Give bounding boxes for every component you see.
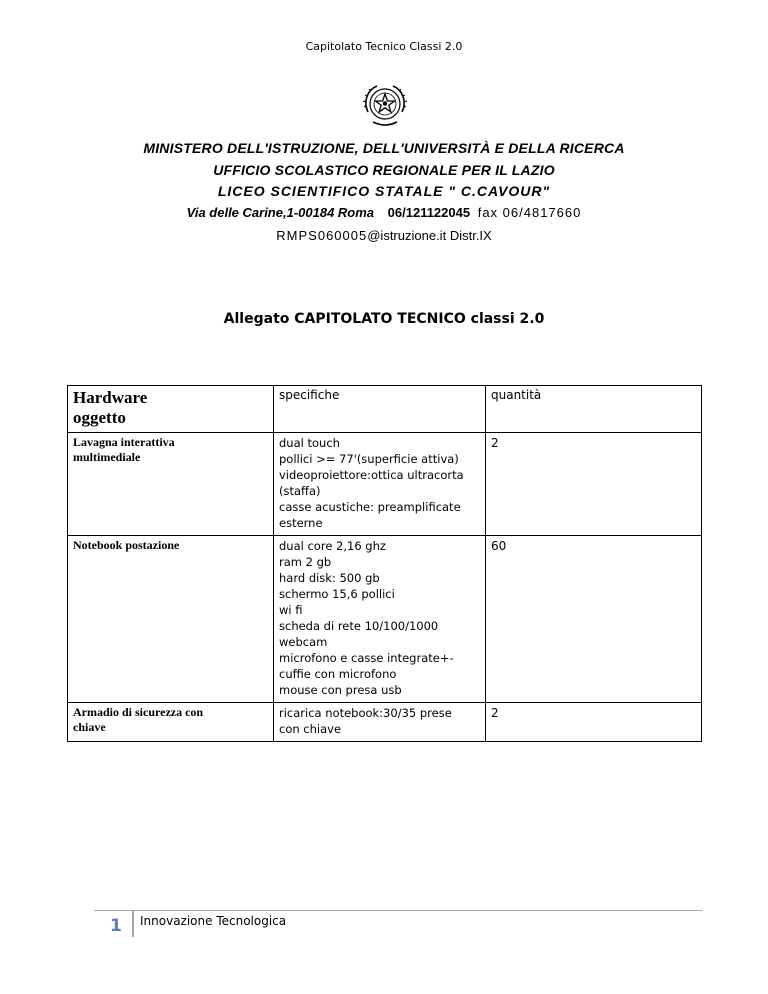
italian-republic-emblem-icon (359, 80, 411, 132)
school-fax: fax 06/4817660 (477, 205, 582, 220)
item-name-line: Armadio di sicurezza con (73, 705, 204, 719)
school-phone: 06/121122045 (387, 205, 471, 220)
spec-line: webcam (279, 635, 328, 649)
table-section-cell (68, 386, 274, 433)
item-quantity: 2 (486, 703, 702, 742)
spec-line: videoproiettore:ottica ultracorta (279, 468, 464, 482)
school-address: Via delle Carine,1-00184 Roma (186, 205, 375, 220)
footer-divider (94, 910, 702, 911)
item-quantity: 2 (486, 433, 702, 536)
item-name-line: chiave (73, 720, 106, 734)
table-row (68, 536, 702, 703)
footer-vertical-divider (132, 911, 134, 937)
item-specs-cell (274, 536, 486, 703)
item-name-line: Notebook postazione (73, 538, 180, 552)
spec-line: wi fi (279, 603, 303, 617)
column-header-specs: specifiche (274, 386, 486, 433)
spec-line: dual touch (279, 436, 340, 450)
spec-line: pollici >= 77'(superficie attiva) (279, 452, 459, 466)
spec-line: schermo 15,6 pollici (279, 587, 395, 601)
contact-line (0, 205, 768, 220)
ministry-name: MINISTERO DELL'ISTRUZIONE, DELL'UNIVERSITÀ E DELLA RICERCA (143, 140, 625, 156)
document-title: Allegato CAPITOLATO TECNICO classi 2.0 (223, 311, 545, 327)
column-header-object: oggetto (73, 408, 126, 427)
regional-office-name: UFFICIO SCOLASTICO REGIONALE PER IL LAZIO (213, 162, 555, 178)
spec-line: casse acustiche: preamplificate (279, 500, 461, 514)
table-section-title: Hardware (73, 388, 148, 407)
running-header: Capitolato Tecnico Classi 2.0 (305, 40, 463, 53)
spec-line: hard disk: 500 gb (279, 571, 380, 585)
table-title-row (68, 386, 702, 433)
spec-line: mouse con presa usb (279, 683, 402, 697)
spec-line: ricarica notebook:30/35 prese (279, 706, 452, 720)
spec-line: scheda di rete 10/100/1000 (279, 619, 439, 633)
email-code: RMPS060005 (276, 228, 368, 243)
school-name: LICEO SCIENTIFICO STATALE " C.CAVOUR" (217, 183, 551, 199)
item-specs-cell (274, 703, 486, 742)
spec-line: (staffa) (279, 484, 321, 498)
page-number: 1 (110, 916, 122, 936)
item-specs-cell (274, 433, 486, 536)
spec-line: con chiave (279, 722, 342, 736)
spec-line: cuffie con microfono (279, 667, 397, 681)
spec-line: ram 2 gb (279, 555, 332, 569)
school-district: Distr.IX (449, 228, 492, 243)
item-quantity: 60 (486, 536, 702, 703)
email-domain: @istruzione.it (367, 228, 447, 243)
spec-line: microfono e casse integrate+- (279, 651, 454, 665)
item-name-cell (68, 433, 274, 536)
item-name-line: multimediale (73, 450, 141, 464)
email-line (0, 228, 768, 243)
item-name-line: Lavagna interattiva (73, 435, 175, 449)
item-name-cell (68, 703, 274, 742)
item-name-cell (68, 536, 274, 703)
column-header-quantity: quantità (486, 386, 702, 433)
table-row (68, 703, 702, 742)
table-row (68, 433, 702, 536)
footer-text: Innovazione Tecnologica (140, 914, 287, 928)
spec-line: dual core 2,16 ghz (279, 539, 386, 553)
spec-line: esterne (279, 516, 323, 530)
hardware-spec-table (67, 385, 702, 742)
